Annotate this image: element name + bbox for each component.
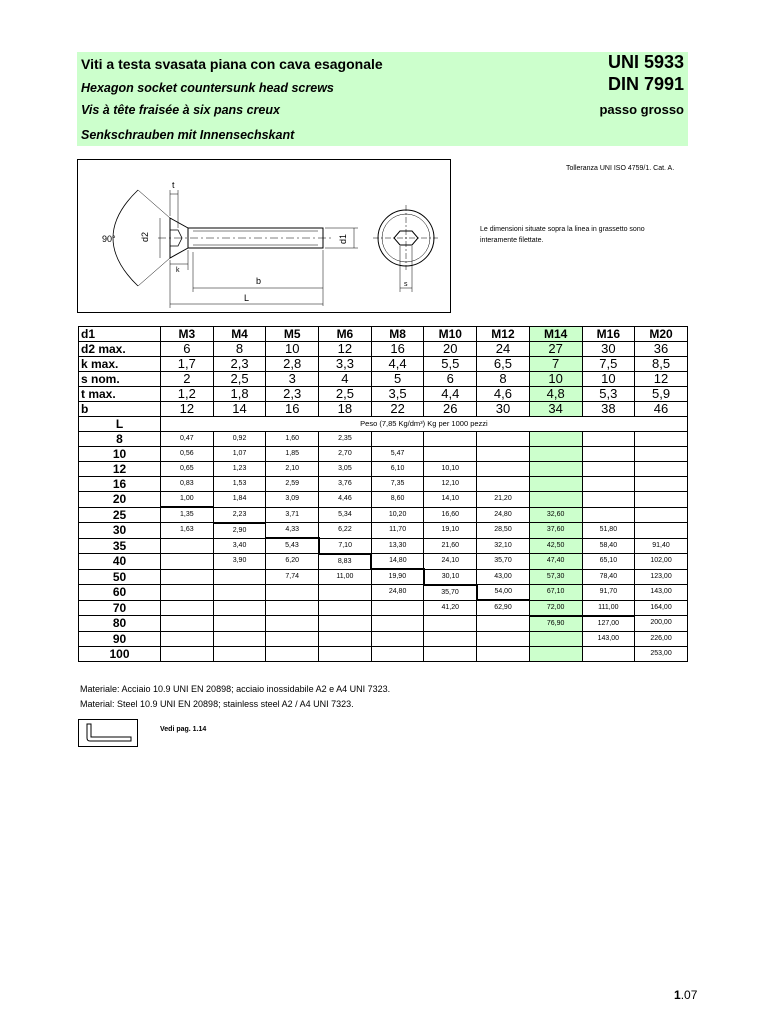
dimension-cell: M16 bbox=[582, 327, 635, 342]
weight-cell: 2,23 bbox=[213, 507, 266, 523]
s-label: s bbox=[404, 281, 408, 288]
weight-cell: 111,00 bbox=[582, 600, 635, 616]
material-english: Material: Steel 10.9 UNI EN 20898; stainless steel A2 / A4 UNI 7323. bbox=[80, 699, 354, 709]
angle-label: 90° bbox=[102, 234, 116, 244]
title-english: Hexagon socket countersunk head screws bbox=[81, 81, 334, 95]
dimension-cell: M5 bbox=[266, 327, 319, 342]
weight-caption-row bbox=[79, 417, 688, 432]
weight-cell: 21,20 bbox=[477, 492, 530, 508]
length-row bbox=[79, 447, 688, 462]
dimension-cell: 34 bbox=[529, 402, 582, 417]
dimension-cell: 5,5 bbox=[424, 357, 477, 372]
dimension-cell: 4,4 bbox=[371, 357, 424, 372]
dimension-cell: 2,5 bbox=[319, 387, 372, 402]
length-value: 25 bbox=[79, 507, 161, 523]
dimension-label: k max. bbox=[79, 357, 161, 372]
weight-cell bbox=[477, 462, 530, 477]
weight-cell bbox=[635, 492, 688, 508]
title-french: Vis à tête fraisée à six pans creux bbox=[81, 103, 280, 117]
weight-cell bbox=[213, 616, 266, 632]
weight-cell bbox=[161, 585, 214, 601]
weight-cell: 3,76 bbox=[319, 477, 372, 492]
length-value: 90 bbox=[79, 631, 161, 646]
weight-cell: 32,10 bbox=[477, 538, 530, 554]
weight-cell: 10,10 bbox=[424, 462, 477, 477]
weight-cell: 19,10 bbox=[424, 523, 477, 539]
dimensions-table bbox=[78, 326, 688, 662]
weight-cell: 200,00 bbox=[635, 616, 688, 632]
length-value: 60 bbox=[79, 585, 161, 601]
weight-cell: 41,20 bbox=[424, 600, 477, 616]
length-row bbox=[79, 492, 688, 508]
weight-cell bbox=[582, 462, 635, 477]
dimension-row bbox=[79, 327, 688, 342]
weight-cell: 1,60 bbox=[266, 432, 319, 447]
dimension-row bbox=[79, 402, 688, 417]
weight-cell bbox=[319, 585, 372, 601]
dimension-cell: 1,8 bbox=[213, 387, 266, 402]
weight-cell bbox=[424, 616, 477, 632]
weight-cell bbox=[477, 447, 530, 462]
dimension-cell: 36 bbox=[635, 342, 688, 357]
see-page-reference: Vedi pag. 1.14 bbox=[160, 726, 207, 733]
weight-cell: 91,70 bbox=[582, 585, 635, 601]
dimension-cell: 16 bbox=[371, 342, 424, 357]
weight-cell bbox=[529, 492, 582, 508]
length-row bbox=[79, 523, 688, 539]
weight-cell: 0,92 bbox=[213, 432, 266, 447]
weight-cell bbox=[266, 616, 319, 632]
length-value: 100 bbox=[79, 646, 161, 661]
weight-cell: 57,30 bbox=[529, 569, 582, 585]
length-row bbox=[79, 554, 688, 570]
dimension-cell: 14 bbox=[213, 402, 266, 417]
material-italian: Materiale: Acciaio 10.9 UNI EN 20898; acciaio inossidabile A2 e A4 UNI 7323. bbox=[80, 684, 391, 694]
weight-cell: 5,47 bbox=[371, 447, 424, 462]
length-value: 35 bbox=[79, 538, 161, 554]
weight-cell: 1,23 bbox=[213, 462, 266, 477]
b-label: b bbox=[256, 276, 262, 286]
length-row bbox=[79, 569, 688, 585]
weight-cell bbox=[213, 646, 266, 661]
weight-cell: 8,83 bbox=[319, 554, 372, 570]
length-value: 40 bbox=[79, 554, 161, 570]
weight-cell bbox=[477, 432, 530, 447]
weight-cell: 11,00 bbox=[319, 569, 372, 585]
weight-cell: 32,60 bbox=[529, 507, 582, 523]
dimension-cell: M20 bbox=[635, 327, 688, 342]
dimension-cell: 6 bbox=[424, 372, 477, 387]
weight-cell: 1,85 bbox=[266, 447, 319, 462]
screw-drawing bbox=[77, 159, 451, 313]
weight-cell: 24,80 bbox=[371, 585, 424, 601]
dimension-cell: 2,8 bbox=[266, 357, 319, 372]
length-row bbox=[79, 600, 688, 616]
weight-cell: 226,00 bbox=[635, 631, 688, 646]
weight-cell: 54,00 bbox=[477, 585, 530, 601]
header-banner bbox=[77, 52, 688, 146]
weight-cell: 7,10 bbox=[319, 538, 372, 554]
dimension-cell: 5,3 bbox=[582, 387, 635, 402]
dimension-cell: 2 bbox=[161, 372, 214, 387]
length-row bbox=[79, 538, 688, 554]
dimension-label: b bbox=[79, 402, 161, 417]
weight-caption: Peso (7,85 Kg/dm³) Kg per 1000 pezzi bbox=[161, 417, 688, 432]
length-value: 12 bbox=[79, 462, 161, 477]
weight-cell: 2,59 bbox=[266, 477, 319, 492]
weight-cell bbox=[213, 631, 266, 646]
d1-label: d1 bbox=[338, 233, 348, 244]
dimension-cell: 4,8 bbox=[529, 387, 582, 402]
weight-cell bbox=[266, 585, 319, 601]
weight-cell: 43,00 bbox=[477, 569, 530, 585]
length-value: 16 bbox=[79, 477, 161, 492]
weight-cell bbox=[319, 631, 372, 646]
weight-cell: 37,60 bbox=[529, 523, 582, 539]
dimension-row bbox=[79, 357, 688, 372]
weight-cell bbox=[319, 600, 372, 616]
weight-cell: 47,40 bbox=[529, 554, 582, 570]
length-row bbox=[79, 507, 688, 523]
dimension-cell: 12 bbox=[161, 402, 214, 417]
weight-cell: 102,00 bbox=[635, 554, 688, 570]
weight-cell bbox=[635, 477, 688, 492]
dimension-cell: 4 bbox=[319, 372, 372, 387]
dimension-cell: 2,3 bbox=[266, 387, 319, 402]
weight-cell: 35,70 bbox=[477, 554, 530, 570]
weight-cell: 6,20 bbox=[266, 554, 319, 570]
weight-cell: 3,40 bbox=[213, 538, 266, 554]
weight-cell bbox=[635, 447, 688, 462]
weight-cell: 16,60 bbox=[424, 507, 477, 523]
weight-cell bbox=[213, 600, 266, 616]
dimension-cell: M3 bbox=[161, 327, 214, 342]
weight-cell: 14,80 bbox=[371, 554, 424, 570]
weight-cell bbox=[371, 600, 424, 616]
length-value: 30 bbox=[79, 523, 161, 539]
weight-cell bbox=[371, 616, 424, 632]
length-row bbox=[79, 477, 688, 492]
d2-label: d2 bbox=[140, 231, 150, 242]
weight-cell bbox=[477, 646, 530, 661]
weight-cell bbox=[635, 523, 688, 539]
weight-cell bbox=[371, 631, 424, 646]
weight-cell: 0,65 bbox=[161, 462, 214, 477]
weight-cell bbox=[213, 569, 266, 585]
dimension-cell: 7,5 bbox=[582, 357, 635, 372]
weight-cell: 10,20 bbox=[371, 507, 424, 523]
weight-cell: 24,10 bbox=[424, 554, 477, 570]
dimension-cell: 2,3 bbox=[213, 357, 266, 372]
weight-cell: 28,50 bbox=[477, 523, 530, 539]
weight-cell bbox=[213, 585, 266, 601]
weight-cell: 12,10 bbox=[424, 477, 477, 492]
length-value: 80 bbox=[79, 616, 161, 632]
weight-cell bbox=[582, 432, 635, 447]
dimension-cell: 3 bbox=[266, 372, 319, 387]
length-value: 70 bbox=[79, 600, 161, 616]
dimension-cell: 22 bbox=[371, 402, 424, 417]
weight-cell bbox=[161, 646, 214, 661]
weight-cell bbox=[161, 554, 214, 570]
dimension-cell: 10 bbox=[529, 372, 582, 387]
weight-cell: 21,60 bbox=[424, 538, 477, 554]
dimension-cell: M6 bbox=[319, 327, 372, 342]
dimension-cell: 20 bbox=[424, 342, 477, 357]
weight-cell bbox=[424, 432, 477, 447]
dimension-cell: 30 bbox=[477, 402, 530, 417]
weight-cell bbox=[161, 631, 214, 646]
weight-cell bbox=[371, 646, 424, 661]
weight-cell: 2,90 bbox=[213, 523, 266, 539]
weight-cell bbox=[529, 462, 582, 477]
dimension-label: t max. bbox=[79, 387, 161, 402]
standard-uni: UNI 5933 bbox=[607, 52, 684, 72]
l-label: L bbox=[244, 293, 250, 303]
weight-cell: 78,40 bbox=[582, 569, 635, 585]
dimension-cell: 8,5 bbox=[635, 357, 688, 372]
weight-cell: 24,80 bbox=[477, 507, 530, 523]
weight-cell: 7,74 bbox=[266, 569, 319, 585]
weight-cell: 1,53 bbox=[213, 477, 266, 492]
dimension-row bbox=[79, 342, 688, 357]
dimension-label: d2 max. bbox=[79, 342, 161, 357]
thread-pitch: passo grosso bbox=[599, 102, 684, 117]
weight-cell: 14,10 bbox=[424, 492, 477, 508]
weight-cell: 51,80 bbox=[582, 523, 635, 539]
dimension-cell: M12 bbox=[477, 327, 530, 342]
tolerance-note: Tolleranza UNI ISO 4759/1. Cat. A. bbox=[566, 165, 675, 172]
weight-cell bbox=[529, 646, 582, 661]
weight-cell bbox=[582, 492, 635, 508]
weight-cell: 3,71 bbox=[266, 507, 319, 523]
page-number bbox=[674, 988, 697, 1002]
weight-cell: 58,40 bbox=[582, 538, 635, 554]
dimension-cell: 8 bbox=[477, 372, 530, 387]
dimension-cell: 1,7 bbox=[161, 357, 214, 372]
weight-cell bbox=[477, 631, 530, 646]
weight-cell: 6,22 bbox=[319, 523, 372, 539]
weight-cell: 42,50 bbox=[529, 538, 582, 554]
dimension-cell: 2,5 bbox=[213, 372, 266, 387]
thread-note: Le dimensioni situate sopra la linea in grassetto sono interamente filettate. bbox=[480, 226, 645, 244]
dimension-row bbox=[79, 387, 688, 402]
dimension-cell: 7 bbox=[529, 357, 582, 372]
weight-cell bbox=[477, 616, 530, 632]
standard-din: DIN 7991 bbox=[607, 74, 684, 94]
weight-cell: 4,33 bbox=[266, 523, 319, 539]
weight-cell: 1,00 bbox=[161, 492, 214, 508]
weight-cell bbox=[161, 538, 214, 554]
hex-key-icon bbox=[79, 720, 137, 746]
weight-cell: 7,35 bbox=[371, 477, 424, 492]
length-value: 8 bbox=[79, 432, 161, 447]
weight-cell: 0,47 bbox=[161, 432, 214, 447]
weight-cell: 143,00 bbox=[635, 585, 688, 601]
weight-cell: 91,40 bbox=[635, 538, 688, 554]
dimension-cell: 27 bbox=[529, 342, 582, 357]
dimension-cell: 10 bbox=[582, 372, 635, 387]
weight-cell bbox=[635, 432, 688, 447]
weight-cell: 35,70 bbox=[424, 585, 477, 601]
dimension-row bbox=[79, 372, 688, 387]
weight-cell: 143,00 bbox=[582, 631, 635, 646]
weight-cell bbox=[424, 447, 477, 462]
weight-cell: 123,00 bbox=[635, 569, 688, 585]
page-suffix: .07 bbox=[680, 988, 698, 1002]
weight-cell: 0,83 bbox=[161, 477, 214, 492]
title-italian: Viti a testa svasata piana con cava esagonale bbox=[81, 56, 383, 72]
weight-cell: 6,10 bbox=[371, 462, 424, 477]
dimension-cell: 4,6 bbox=[477, 387, 530, 402]
weight-cell: 5,34 bbox=[319, 507, 372, 523]
weight-cell: 13,30 bbox=[371, 538, 424, 554]
weight-cell: 4,46 bbox=[319, 492, 372, 508]
length-row bbox=[79, 432, 688, 447]
dimension-cell: 46 bbox=[635, 402, 688, 417]
weight-cell bbox=[529, 631, 582, 646]
length-value: 20 bbox=[79, 492, 161, 508]
weight-cell: 1,84 bbox=[213, 492, 266, 508]
dimension-cell: 30 bbox=[582, 342, 635, 357]
dimension-cell: M8 bbox=[371, 327, 424, 342]
weight-cell: 5,43 bbox=[266, 538, 319, 554]
weight-cell: 72,00 bbox=[529, 600, 582, 616]
weight-cell: 164,00 bbox=[635, 600, 688, 616]
weight-cell bbox=[477, 477, 530, 492]
dimension-cell: 12 bbox=[635, 372, 688, 387]
title-german: Senkschrauben mit Innensechskant bbox=[81, 128, 295, 142]
weight-cell bbox=[266, 600, 319, 616]
length-value: 10 bbox=[79, 447, 161, 462]
weight-cell bbox=[161, 569, 214, 585]
weight-cell bbox=[582, 507, 635, 523]
dimension-cell: 38 bbox=[582, 402, 635, 417]
k-label: k bbox=[176, 267, 180, 274]
weight-cell bbox=[635, 507, 688, 523]
weight-cell bbox=[424, 646, 477, 661]
dimension-label: s nom. bbox=[79, 372, 161, 387]
weight-cell bbox=[582, 646, 635, 661]
weight-cell: 1,07 bbox=[213, 447, 266, 462]
weight-cell bbox=[161, 616, 214, 632]
length-row bbox=[79, 631, 688, 646]
weight-cell: 30,10 bbox=[424, 569, 477, 585]
length-row bbox=[79, 646, 688, 661]
dimension-cell: M4 bbox=[213, 327, 266, 342]
weight-cell bbox=[161, 600, 214, 616]
weight-cell: 1,35 bbox=[161, 507, 214, 523]
weight-cell: 8,60 bbox=[371, 492, 424, 508]
length-row bbox=[79, 462, 688, 477]
dimension-cell: 24 bbox=[477, 342, 530, 357]
dimension-cell: 6,5 bbox=[477, 357, 530, 372]
weight-cell: 3,90 bbox=[213, 554, 266, 570]
dimension-cell: M14 bbox=[529, 327, 582, 342]
dimension-cell: 3,5 bbox=[371, 387, 424, 402]
weight-cell bbox=[529, 477, 582, 492]
weight-cell: 76,90 bbox=[529, 616, 582, 632]
length-value: 50 bbox=[79, 569, 161, 585]
weight-cell bbox=[529, 432, 582, 447]
dimension-cell: 3,3 bbox=[319, 357, 372, 372]
weight-cell: 3,05 bbox=[319, 462, 372, 477]
length-header: L bbox=[79, 417, 161, 432]
chapter-number: 1 bbox=[674, 988, 681, 1002]
weight-cell bbox=[635, 462, 688, 477]
weight-cell bbox=[319, 616, 372, 632]
weight-cell bbox=[424, 631, 477, 646]
dimension-cell: 6 bbox=[161, 342, 214, 357]
dimension-cell: 5 bbox=[371, 372, 424, 387]
dimension-cell: M10 bbox=[424, 327, 477, 342]
weight-cell bbox=[371, 432, 424, 447]
weight-cell bbox=[582, 477, 635, 492]
weight-cell bbox=[266, 631, 319, 646]
weight-cell: 3,09 bbox=[266, 492, 319, 508]
weight-cell: 62,90 bbox=[477, 600, 530, 616]
weight-cell bbox=[319, 646, 372, 661]
length-row bbox=[79, 585, 688, 601]
weight-cell: 0,56 bbox=[161, 447, 214, 462]
screw-diagram bbox=[78, 160, 450, 312]
dimension-cell: 26 bbox=[424, 402, 477, 417]
weight-cell: 67,10 bbox=[529, 585, 582, 601]
weight-cell bbox=[529, 447, 582, 462]
dimension-cell: 12 bbox=[319, 342, 372, 357]
length-row bbox=[79, 616, 688, 632]
dimension-cell: 16 bbox=[266, 402, 319, 417]
weight-cell: 127,00 bbox=[582, 616, 635, 632]
t-label: t bbox=[172, 180, 175, 190]
weight-cell: 11,70 bbox=[371, 523, 424, 539]
weight-cell: 2,10 bbox=[266, 462, 319, 477]
weight-cell: 253,00 bbox=[635, 646, 688, 661]
hex-key-box bbox=[78, 719, 138, 747]
weight-cell: 65,10 bbox=[582, 554, 635, 570]
dimension-cell: 1,2 bbox=[161, 387, 214, 402]
weight-cell bbox=[582, 447, 635, 462]
dimension-label: d1 bbox=[79, 327, 161, 342]
dimension-cell: 8 bbox=[213, 342, 266, 357]
weight-cell: 2,35 bbox=[319, 432, 372, 447]
dimension-cell: 18 bbox=[319, 402, 372, 417]
weight-cell: 19,90 bbox=[371, 569, 424, 585]
weight-cell: 1,63 bbox=[161, 523, 214, 539]
dimension-cell: 4,4 bbox=[424, 387, 477, 402]
dimension-cell: 5,9 bbox=[635, 387, 688, 402]
dimension-cell: 10 bbox=[266, 342, 319, 357]
weight-cell: 2,70 bbox=[319, 447, 372, 462]
weight-cell bbox=[266, 646, 319, 661]
